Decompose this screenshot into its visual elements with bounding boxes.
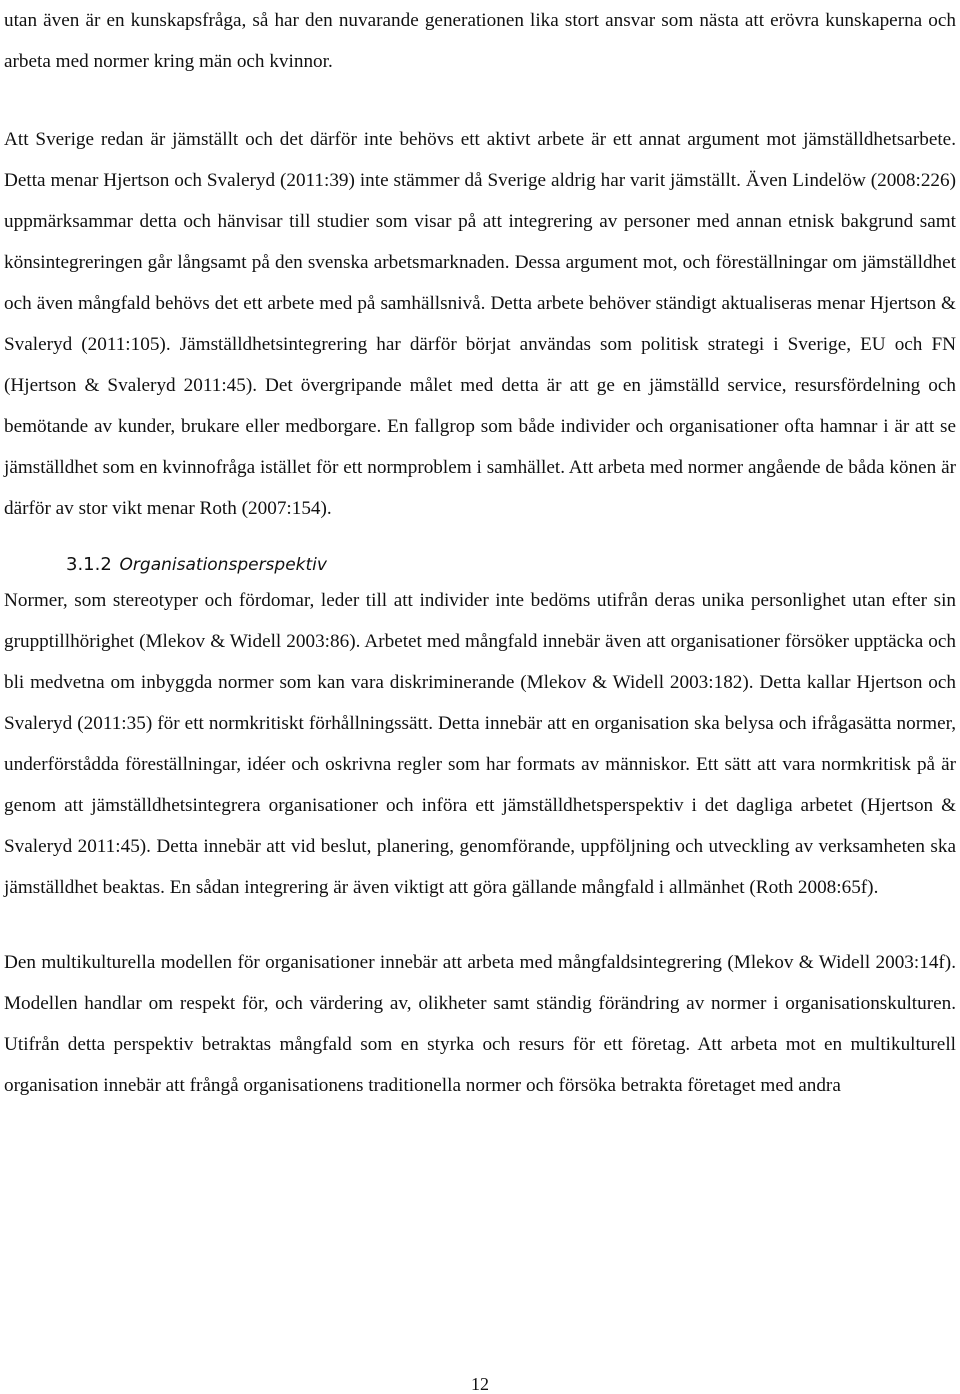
paragraph-multicultural-model: Den multikulturella modellen för organisationer innebär att arbeta med mångfaldsintegrering (Mlekov & Widell 2003:14f). Modellen handlar om respekt för, och värdering av, olikheter samt ständig förändring av normer i organisationskulturen. Utifrån detta perspektiv betraktas mångfald som en styrka och resurs för ett företag. Att arbeta mot en multikulturell organisation innebär att frångå organisationens traditionella normer och försöka betrakta företaget med andra: [4, 952, 956, 1096]
document-page: [4, 0, 956, 1106]
paragraph-equality-argument: Att Sverige redan är jämställt och det därför inte behövs ett aktivt arbete är ett annat argument mot jämställdhetsarbete. Detta menar Hjertson och Svaleryd (2011:39) inte stämmer då Sverige aldrig har varit jämställt. Även Lindelöw (2008:226) uppmärksammar detta och hänvisar till studier som visar på att integrering av personer med annan etnisk bakgrund samt könsintegreringen går långsamt på den svenska arbetsmarknaden. Dessa argument mot, och föreställningar om jämställdhet och även mångfald behövs det ett arbete med på samhällsnivå. Detta arbete behöver ständigt aktualiseras menar Hjertson & Svaleryd (2011:105). Jämställdhetsintegrering har därför börjat användas som politisk strategi i Sverige, EU och FN (Hjertson & Svaleryd 2011:45). Det övergripande målet med detta är att ge en jämställd service, resursfördelning och bemötande av kunder, brukare eller medborgare. En fallgrop som både individer och organisationer ofta hamnar i är att se jämställdhet som en kvinnofråga istället för ett normproblem i samhället. Att arbeta med normer angående de båda könen är därför av stor vikt menar Roth (2007:154).: [4, 129, 956, 519]
section-heading: [4, 550, 956, 580]
page-number: 12: [471, 1374, 489, 1394]
paragraph-norms: Normer, som stereotyper och fördomar, leder till att individer inte bedöms utifrån deras unika personlighet utan efter sin grupptillhörighet (Mlekov & Widell 2003:86). Arbetet med mångfald innebär även att organisationer försöker upptäcka och bli medvetna om inbyggda normer som kan vara diskriminerande (Mlekov & Widell 2003:182). Detta kallar Hjertson och Svaleryd (2011:35) för ett normkritiskt förhållningssätt. Detta innebär att en organisation ska belysa och ifrågasätta normer, underförstådda föreställningar, idéer och oskrivna regler som har formats av människor. Ett sätt att vara normkritisk på är genom att jämställdhetsintegrera organisationer och införa ett jämställdhetsperspektiv i det dagliga arbetet (Hjertson & Svaleryd 2011:45). Detta innebär att vid beslut, planering, genomförande, uppföljning och utveckling av verksamheten ska jämställdhet beaktas. En sådan integrering är även viktigt att göra gällande mångfald i allmänhet (Roth 2008:65f).: [4, 590, 956, 898]
paragraph-continuation: utan även är en kunskapsfråga, så har den nuvarande generationen lika stort ansvar som nästa att erövra kunskaperna och arbeta med normer kring män och kvinnor.: [4, 10, 956, 72]
section-number: 3.1.2: [66, 554, 112, 575]
section-title: Organisationsperspektiv: [119, 555, 327, 575]
